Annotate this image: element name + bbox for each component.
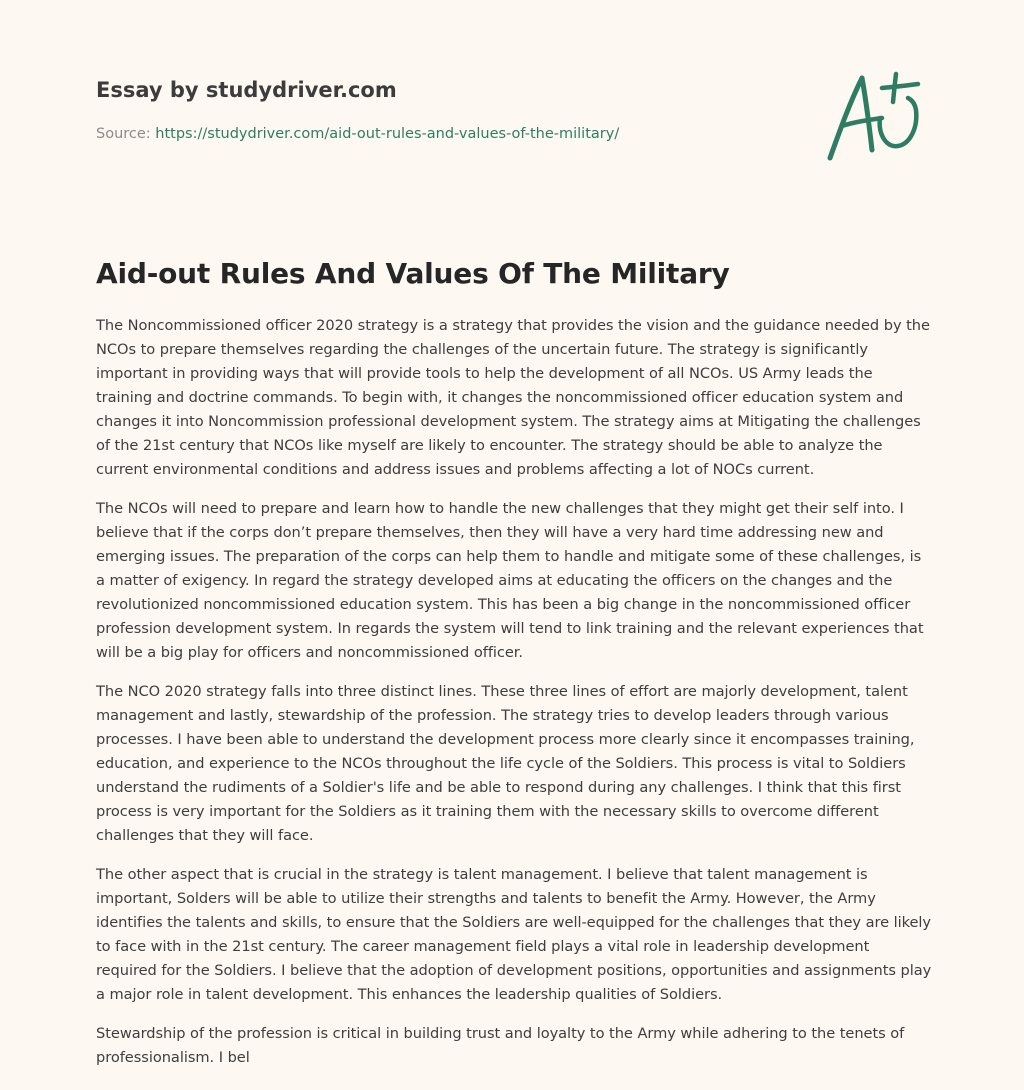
essay-paragraph: The NCOs will need to prepare and learn how to handle the new challenges that they might get their self into. I believe that if the corps don’t prepare themselves, then they will have a very hard time addressing new and emerging issues. The preparation of the corps can help them to handle and mitigate some of these challenges, is a matter of exigency. In regard the strategy developed aims at educating the officers on the changes and the revolutionized noncommissioned education system. This has been a big change in the noncommissioned officer profession development system. In regards the system will tend to link training and the relevant experiences that will be a big play for officers and noncommissioned officer. — [96, 500, 924, 661]
essay-header — [96, 76, 796, 144]
brand-title: Essay by studydriver.com — [96, 78, 397, 102]
essay-paragraph: The Noncommissioned officer 2020 strategy is a strategy that provides the vision and the guidance needed by the NCOs to prepare themselves regarding the challenges of the uncertain future. The strategy is significantly important in providing ways that will provide tools to help the development of all NCOs. US Army leads the training and doctrine commands. To begin with, it changes the noncommissioned officer education system and changes it into Noncommission professional development system. The strategy aims at Mitigating the challenges of the 21st century that NCOs like myself are likely to encounter. The strategy should be able to analyze the current environmental conditions and address issues and problems affecting a lot of NOCs current. — [96, 317, 930, 478]
essay-title: Aid-out Rules And Values Of The Military — [96, 257, 730, 290]
essay-body — [96, 314, 932, 1085]
source-label: Source: — [96, 126, 156, 142]
essay-paragraph: Stewardship of the profession is critical in building trust and loyalty to the Army while adhering to the tenets of professionalism. I bel — [96, 1025, 905, 1066]
essay-paragraph: The other aspect that is crucial in the strategy is talent management. I believe that talent management is important, Solders will be able to utilize their strengths and talents to benefit the Army. However, the Army identifies the talents and skills, to ensure that the Soldiers are well-equipped for the challenges that they are likely to face with in the 21st century. The career management field plays a vital role in leadership development required for the Soldiers. I believe that the adoption of development positions, opportunities and assignments play a major role in talent development. This enhances the leadership qualities of Soldiers. — [96, 866, 932, 1003]
source-link[interactable]: https://studydriver.com/aid-out-rules-and-values-of-the-military/ — [155, 126, 620, 142]
a-plus-logo-icon — [822, 68, 928, 164]
source-line — [96, 124, 796, 144]
essay-paragraph: The NCO 2020 strategy falls into three distinct lines. These three lines of effort are majorly development, talent management and lastly, stewardship of the profession. The strategy tries to develop leaders through various processes. I have been able to understand the development process more clearly since it encompasses training, education, and experience to the NCOs throughout the life cycle of the Soldiers. This process is vital to Soldiers understand the rudiments of a Soldier's life and be able to respond during any challenges. I think that this first process is very important for the Soldiers as it training them with the necessary skills to overcome different challenges that they will face. — [96, 683, 915, 844]
